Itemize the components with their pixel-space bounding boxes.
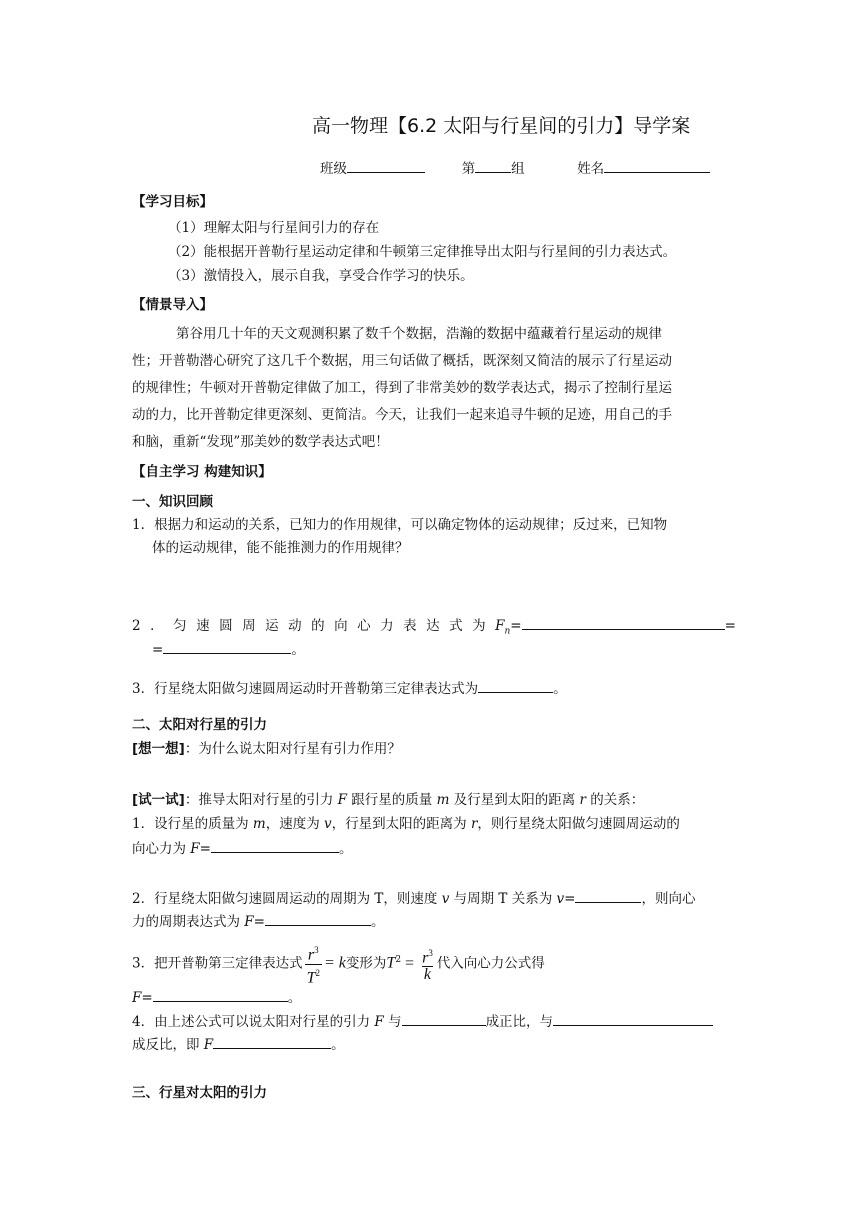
s4-F2: F bbox=[203, 1037, 214, 1053]
q2-eq-2: = bbox=[724, 618, 736, 634]
s3-eq-k: = k bbox=[324, 954, 346, 972]
s2-v2: v bbox=[556, 891, 565, 907]
s1-end: 。 bbox=[338, 841, 353, 857]
s1-d: ，则行星绕太阳做匀速圆周运动的 bbox=[477, 816, 680, 832]
step-4-line-2 bbox=[132, 1033, 345, 1055]
s2-d: ，则向心 bbox=[641, 891, 696, 907]
info-line bbox=[320, 157, 710, 179]
s2-blank-1[interactable] bbox=[575, 887, 641, 903]
try-r: r bbox=[579, 792, 586, 808]
s3-exp2: 3 bbox=[428, 947, 433, 958]
step-4-line-1 bbox=[132, 1010, 713, 1032]
group-prefix: 第 bbox=[461, 161, 476, 177]
page-title: 高一物理【6.2 太阳与行星间的引力】导学案 bbox=[312, 115, 691, 137]
s3-c: 代入向心力公式得 bbox=[436, 955, 545, 972]
intro-line-3: 的规律性；牛顿对开普勒定律做了加工，得到了非常美妙的数学表达式，揭示了控制行星运 bbox=[132, 380, 672, 396]
s2-l2-a: 力的周期表达式为 bbox=[132, 914, 245, 930]
q2-line-2 bbox=[152, 638, 305, 660]
step-2-line-1 bbox=[132, 887, 695, 909]
s4-F: F bbox=[374, 1014, 384, 1030]
q2-eq-3: = bbox=[152, 642, 164, 658]
try-text-d: 的关系： bbox=[585, 792, 645, 808]
try-text-b: 跟行星的质量 bbox=[347, 792, 437, 808]
s4-l2-a: 成反比，即 bbox=[132, 1037, 204, 1053]
s3-l2-b: = bbox=[141, 990, 153, 1006]
q2-blank-2[interactable] bbox=[163, 638, 291, 654]
goals-heading: 【学习目标】 bbox=[132, 194, 213, 210]
intro-line-2: 性；开普勒潜心研究了这几千个数据，用三句话做了概括，既深刻又简洁的展示了行星运动 bbox=[132, 353, 672, 369]
s3-den: T bbox=[306, 968, 316, 986]
s1-c: ，行星到太阳的距离为 bbox=[331, 816, 471, 832]
q2-sub: n bbox=[504, 626, 511, 637]
try-m: m bbox=[436, 792, 450, 808]
think-label: [想一想] bbox=[132, 741, 185, 757]
s3-a: 3．把开普勒第三定律表达式 bbox=[132, 955, 303, 972]
s3-fraction-2 bbox=[420, 945, 435, 983]
step-3-line-2 bbox=[132, 986, 301, 1008]
s2-blank-2[interactable] bbox=[265, 910, 371, 926]
group-blank[interactable] bbox=[475, 157, 511, 173]
s3-den-exp: 2 bbox=[315, 967, 320, 978]
q1-line-2: 体的运动规律，能不能推测力的作用规律？ bbox=[152, 540, 409, 556]
s4-blank-3[interactable] bbox=[213, 1033, 331, 1049]
goal-item-1: （1）理解太阳与行星间引力的存在 bbox=[168, 220, 380, 236]
s2-c: = bbox=[564, 891, 576, 907]
think-line bbox=[132, 739, 401, 759]
section-2-heading: 二、太阳对行星的引力 bbox=[132, 717, 267, 733]
goal-item-2: （2）能根据开普勒行星运动定律和牛顿第三定律推导出太阳与行星间的引力表达式。 bbox=[168, 244, 677, 260]
intro-line-1: 第谷用几十年的天文观测积累了数千个数据，浩瀚的数据中蕴藏着行星运动的规律 bbox=[176, 326, 662, 342]
name-label: 姓名 bbox=[577, 161, 605, 177]
s3-b: 变形为 bbox=[345, 955, 387, 972]
s1-a: 1．设行星的质量为 bbox=[132, 816, 253, 832]
s3-exp: 3 bbox=[314, 945, 319, 956]
s3-num2: r bbox=[422, 949, 429, 967]
step-3-line-1 bbox=[132, 940, 545, 986]
class-label: 班级 bbox=[320, 161, 347, 177]
intro-line-4: 动的力，比开普勒定律更深刻、更简洁。今天，让我们一起来追寻牛顿的足迹，用自己的手 bbox=[132, 407, 672, 423]
s4-b: 与 bbox=[383, 1014, 402, 1030]
s4-end: 。 bbox=[331, 1037, 345, 1053]
intro-heading: 【情景导入】 bbox=[132, 297, 213, 313]
s3-eq: = bbox=[405, 954, 415, 972]
self-study-heading: 【自主学习 构建知识】 bbox=[132, 464, 272, 480]
s3-fraction-1 bbox=[305, 942, 322, 986]
q2-end: 。 bbox=[291, 642, 305, 658]
s4-blank-2[interactable] bbox=[553, 1010, 713, 1026]
s1-blank[interactable] bbox=[211, 837, 339, 853]
s1-b: ，速度为 bbox=[265, 816, 324, 832]
s2-v: v bbox=[441, 891, 450, 907]
s3-F: F bbox=[132, 990, 142, 1006]
q2-F: F bbox=[495, 618, 505, 634]
s3-end: 。 bbox=[287, 990, 302, 1006]
try-text-a: ：推导太阳对行星的引力 bbox=[184, 792, 338, 808]
s2-l2-b: = bbox=[253, 914, 265, 930]
think-text: ：为什么说太阳对行星有引力作用？ bbox=[184, 741, 401, 757]
s4-a: 4．由上述公式可以说太阳对行星的引力 bbox=[132, 1014, 375, 1030]
q3-line bbox=[132, 677, 567, 699]
try-text-c: 及行星到太阳的距离 bbox=[449, 792, 580, 808]
group-suffix: 组 bbox=[511, 161, 525, 177]
section-1-heading: 一、知识回顾 bbox=[132, 494, 213, 510]
step-1-line-2 bbox=[132, 837, 352, 859]
q3-end: 。 bbox=[553, 681, 567, 697]
s2-F: F bbox=[244, 914, 254, 930]
s3-T-exp: 2 bbox=[395, 955, 402, 965]
s3-num: r bbox=[307, 946, 315, 964]
try-label: [试一试] bbox=[132, 792, 185, 808]
s1-l2-a: 向心力为 bbox=[132, 841, 191, 857]
step-1-line-1 bbox=[132, 814, 680, 834]
s3-T: T bbox=[386, 954, 396, 972]
class-blank[interactable] bbox=[347, 157, 425, 173]
name-blank[interactable] bbox=[604, 157, 710, 173]
s4-blank-1[interactable] bbox=[402, 1010, 486, 1026]
s2-a: 2．行星绕太阳做匀速圆周运动的周期为 T，则速度 bbox=[132, 891, 442, 907]
step-2-line-2 bbox=[132, 910, 384, 932]
s1-r: r bbox=[470, 816, 478, 832]
section-3-heading: 三、行星对太阳的引力 bbox=[132, 1085, 267, 1101]
q2-text: 2．匀速圆周运动的向心力表达式为 bbox=[132, 618, 496, 634]
q3-text: 3．行星绕太阳做匀速圆周运动时开普勒第三定律表达式为 bbox=[132, 681, 479, 697]
try-line bbox=[132, 790, 644, 810]
s1-l2-b: = bbox=[199, 841, 211, 857]
s1-m: m bbox=[252, 816, 266, 832]
q3-blank[interactable] bbox=[478, 677, 553, 693]
s3-den2: k bbox=[423, 966, 431, 984]
s3-blank[interactable] bbox=[153, 986, 288, 1002]
s4-c: 成正比，与 bbox=[485, 1014, 554, 1030]
s2-b: 与周期 T 关系为 bbox=[449, 891, 557, 907]
s1-F: F bbox=[190, 841, 200, 857]
q2-blank-1[interactable] bbox=[522, 614, 725, 630]
q1-line-1: 1．根据力和运动的关系，已知力的作用规律，可以确定物体的运动规律；反过来，已知物 bbox=[132, 517, 668, 533]
goal-item-3: （3）激情投入，展示自我，享受合作学习的快乐。 bbox=[168, 268, 474, 284]
q2-eq-1: = bbox=[510, 618, 522, 634]
s1-v: v bbox=[324, 816, 332, 832]
try-F: F bbox=[337, 792, 348, 808]
intro-line-5: 和脑，重新“发现”那美妙的数学表达式吧！ bbox=[132, 434, 389, 450]
s2-end: 。 bbox=[370, 914, 385, 930]
